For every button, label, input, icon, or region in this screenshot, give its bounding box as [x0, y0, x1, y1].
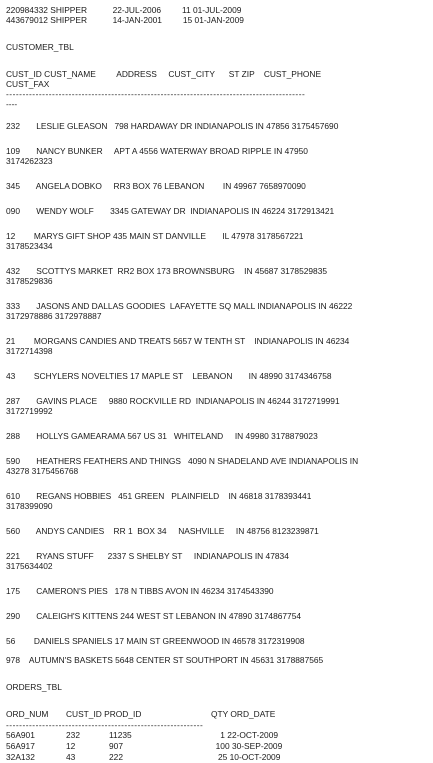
- customer-record: [6, 266, 430, 286]
- customer-record-line: 590 HEATHERS FEATHERS AND THINGS 4090 N SHADELAND AVE INDIANAPOLIS IN: [6, 456, 359, 466]
- customer-record: [6, 491, 430, 511]
- order-prod-id: 11235: [109, 730, 132, 740]
- customer-record-line-cont: 3172714398: [6, 346, 53, 356]
- customer-record-line-cont: 3175634402: [6, 561, 53, 571]
- customer-record-line-cont: 3178529836: [6, 276, 53, 286]
- customer-record-line: 432 SCOTTYS MARKET RR2 BOX 173 BROWNSBURG IN 45687 3178529835: [6, 266, 328, 276]
- customer-header-rule-cont: ----: [6, 99, 18, 109]
- customer-record-line: 287 GAVINS PLACE 9880 ROCKVILLE RD INDIANAPOLIS IN 46244 3172719991: [6, 396, 340, 406]
- customer-record: [6, 231, 430, 251]
- customer-record-line: 109 NANCY BUNKER APT A 4556 WATERWAY BROAD RIPPLE IN 47950: [6, 146, 308, 156]
- customer-header-line-2: CUST_FAX: [6, 79, 50, 89]
- order-row: [6, 730, 430, 741]
- customer-record-line-cont: 43278 3175456768: [6, 466, 79, 476]
- customer-record: [6, 431, 430, 441]
- order-row: [6, 752, 430, 763]
- order-ord-num: 56A917: [6, 741, 35, 751]
- customer-record: [6, 301, 430, 321]
- customer-record-line: 610 REGANS HOBBIES 451 GREEN PLAINFIELD IN 46818 3178393441: [6, 491, 312, 501]
- customer-record: [6, 611, 430, 621]
- order-ord-num: 56A901: [6, 730, 35, 740]
- orders-table-header: [6, 709, 430, 720]
- orders-table-title: ORDERS_TBL: [6, 682, 62, 692]
- customer-table-header: [6, 69, 430, 109]
- customer-record: [6, 371, 430, 381]
- orders-header-rule: ------------------------------------------------------------: [6, 720, 204, 730]
- customer-record-line: 333 JASONS AND DALLAS GOODIES LAFAYETTE SQ MALL INDIANAPOLIS IN 46222: [6, 301, 353, 311]
- customer-record-line: 221 RYANS STUFF 2337 S SHELBY ST INDIANAPOLIS IN 47834: [6, 551, 289, 561]
- orders-header-ord-num: ORD_NUM: [6, 709, 49, 719]
- customer-record-line: 56 DANIELS SPANIELS 17 MAIN ST GREENWOOD IN 46578 3172319908: [6, 636, 305, 646]
- customer-header-line-1: CUST_ID CUST_NAME ADDRESS CUST_CITY ST ZIP CUST_PHONE: [6, 69, 322, 79]
- customer-record-line-cont: 3172719992: [6, 406, 53, 416]
- customer-record: [6, 396, 430, 416]
- order-cust-id: 232: [66, 730, 80, 740]
- customer-record-line: 345 ANGELA DOBKO RR3 BOX 76 LEBANON IN 49967 7658970090: [6, 181, 306, 191]
- shipper-line-1: 220984332 SHIPPER 22-JUL-2006 11 01-JUL-2009: [6, 5, 242, 15]
- order-prod-id: 907: [109, 741, 123, 751]
- customer-header-rule: -------------------------------------------------------------------------------------------: [6, 89, 306, 99]
- customer-record: [6, 456, 430, 476]
- customer-record: [6, 526, 430, 536]
- customer-table-title: CUSTOMER_TBL: [6, 42, 74, 52]
- customer-record-line: 090 WENDY WOLF 3345 GATEWAY DR INDIANAPOLIS IN 46224 3172913421: [6, 206, 335, 216]
- customer-record-line: 12 MARYS GIFT SHOP 435 MAIN ST DANVILLE IL 47978 3178567221: [6, 231, 304, 241]
- customer-record-line-cont: 3172978886 3172978887: [6, 311, 102, 321]
- document-page: [6, 5, 430, 763]
- order-ord-num: 32A132: [6, 752, 35, 762]
- customer-record-line: 290 CALEIGH'S KITTENS 244 WEST ST LEBANON IN 47890 3174867754: [6, 611, 302, 621]
- order-qty-date: 1 22-OCT-2009: [211, 730, 279, 740]
- order-qty-date: 25 10-OCT-2009: [211, 752, 281, 762]
- customer-records: [6, 121, 430, 646]
- order-qty-date: 100 30-SEP-2009: [211, 741, 283, 751]
- customer-record: [6, 636, 430, 646]
- customer-record: [6, 586, 430, 596]
- order-cust-id: 43: [66, 752, 76, 762]
- customer-record-line: 232 LESLIE GLEASON 798 HARDAWAY DR INDIANAPOLIS IN 47856 3175457690: [6, 121, 339, 131]
- shipper-line-2: 443679012 SHIPPER 14-JAN-2001 15 01-JAN-2009: [6, 15, 244, 25]
- customer-record: [6, 551, 430, 571]
- orders-header-cust-prod: CUST_ID PROD_ID: [66, 709, 142, 719]
- order-prod-id: 222: [109, 752, 123, 762]
- orders-header-qty-date: QTY ORD_DATE: [211, 709, 276, 719]
- orders-rows: [6, 730, 430, 763]
- customer-record-line: 175 CAMERON'S PIES 178 N TIBBS AVON IN 46234 3174543390: [6, 586, 274, 596]
- customer-record-line: 560 ANDYS CANDIES RR 1 BOX 34 NASHVILLE IN 48756 8123239871: [6, 526, 319, 536]
- customer-record-line-cont: 3174262323: [6, 156, 53, 166]
- customer-record: [6, 146, 430, 166]
- order-cust-id: 12: [66, 741, 76, 751]
- customer-record-line: 288 HOLLYS GAMEARAMA 567 US 31 WHITELAND IN 49980 3178879023: [6, 431, 318, 441]
- customer-record-line-cont: 3178523434: [6, 241, 53, 251]
- customer-record: [6, 181, 430, 191]
- shipper-lines: [6, 5, 430, 25]
- customer-record-line: 21 MORGANS CANDIES AND TREATS 5657 W TENTH ST INDIANAPOLIS IN 46234: [6, 336, 350, 346]
- customer-record: [6, 121, 430, 131]
- order-row: [6, 741, 430, 752]
- customer-record-line-cont: 3178399090: [6, 501, 53, 511]
- customer-record: [6, 336, 430, 356]
- customer-record: [6, 206, 430, 216]
- customer-trailing-line: 978 AUTUMN'S BASKETS 5648 CENTER ST SOUTHPORT IN 45631 3178887565: [6, 655, 324, 665]
- customer-record-line: 43 SCHYLERS NOVELTIES 17 MAPLE ST LEBANON IN 48990 3174346758: [6, 371, 332, 381]
